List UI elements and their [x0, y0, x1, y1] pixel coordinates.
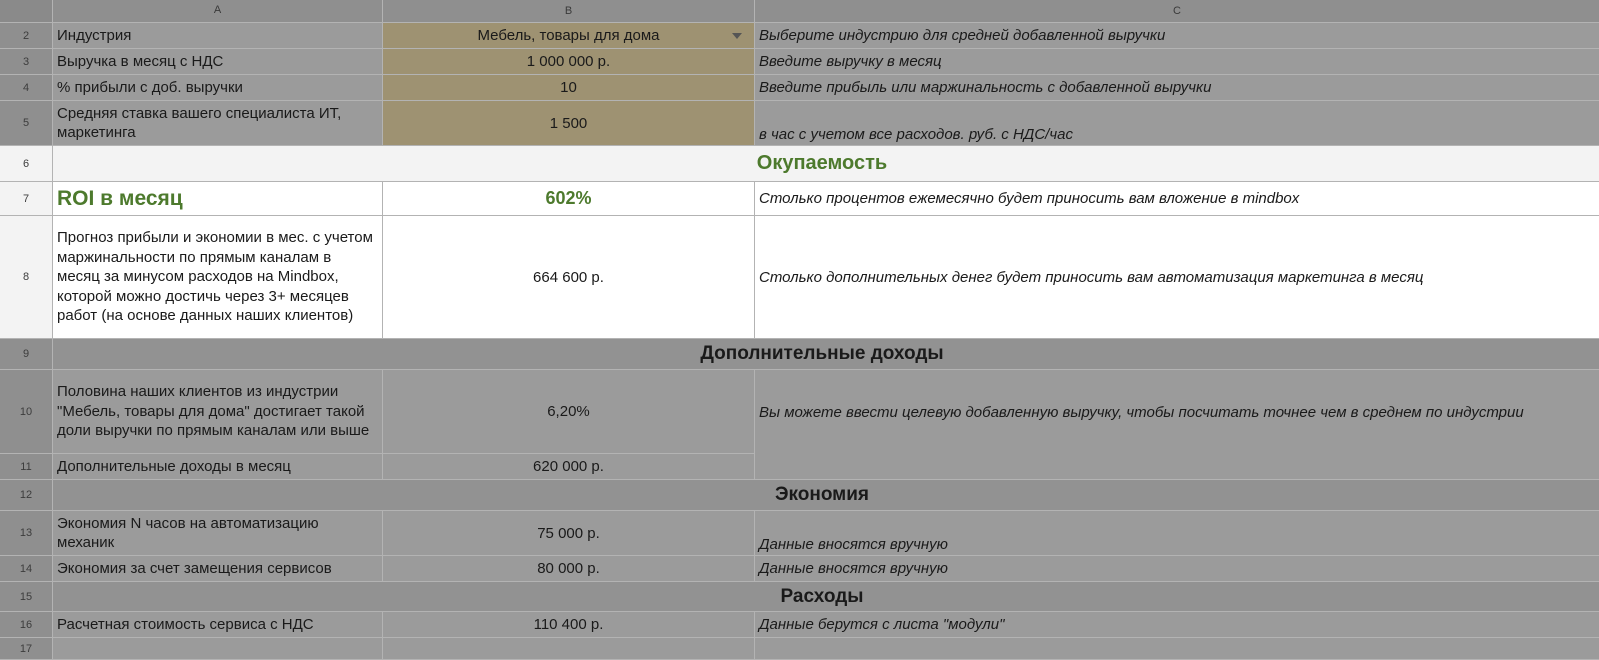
row-header[interactable]: 5 [0, 101, 53, 146]
cell-a14[interactable]: Экономия за счет замещения сервисов [53, 556, 383, 582]
cell-a17[interactable] [53, 638, 383, 660]
cell-c17[interactable] [755, 638, 1599, 660]
section-header-extra-income[interactable] [53, 339, 1599, 370]
sheet-row-14 [0, 556, 1599, 582]
sheet-row-10 [0, 370, 1599, 454]
sheet-row-5 [0, 101, 1599, 146]
row-header[interactable]: 13 [0, 511, 53, 556]
cell-c4[interactable]: Введите прибыль или маржинальность с добавленной выручки [755, 75, 1599, 101]
cell-c8[interactable]: Столько дополнительных денег будет приносить вам автоматизация маркетинга в месяц [755, 216, 1599, 339]
sheet-row-3 [0, 49, 1599, 75]
profit-percent-input-cell[interactable]: 10 [383, 75, 755, 101]
row-header[interactable]: 7 [0, 182, 53, 216]
row-header[interactable]: 17 [0, 638, 53, 660]
cell-a5[interactable]: Средняя ставка вашего специалиста ИТ, маркетинга [53, 101, 383, 146]
extra-income-cell[interactable]: 620 000 р. [383, 454, 755, 480]
row-header[interactable]: 14 [0, 556, 53, 582]
automation-savings-cell[interactable]: 75 000 р. [383, 511, 755, 556]
section-title: Расходы [780, 585, 864, 607]
sheet-row-4 [0, 75, 1599, 101]
select-all-corner[interactable] [0, 0, 53, 23]
sheet-row-12 [0, 480, 1599, 511]
cell-c5[interactable]: в час с учетом все расходов. руб. с НДС/час [755, 101, 1599, 146]
row-header[interactable]: 11 [0, 454, 53, 480]
column-header-row [0, 0, 1599, 23]
row-header[interactable]: 12 [0, 480, 53, 511]
cell-a11[interactable]: Дополнительные доходы в месяц [53, 454, 383, 480]
column-header-c[interactable]: C [755, 0, 1599, 23]
row-header[interactable]: 4 [0, 75, 53, 101]
row-header[interactable]: 10 [0, 370, 53, 454]
service-cost-cell[interactable]: 110 400 р. [383, 612, 755, 638]
cell-c2[interactable]: Выберите индустрию для средней добавленной выручки [755, 23, 1599, 49]
section-header-payback[interactable] [53, 146, 1599, 182]
revenue-share-cell[interactable]: 6,20% [383, 370, 755, 454]
profit-forecast-cell[interactable]: 664 600 р. [383, 216, 755, 339]
sheet-row-8 [0, 216, 1599, 339]
cell-c10[interactable]: Вы можете ввести целевую добавленную выручку, чтобы посчитать точнее чем в среднем по индустрии [755, 370, 1599, 454]
sheet-row-16 [0, 612, 1599, 638]
section-title: Окупаемость [756, 152, 888, 174]
row-header[interactable]: 3 [0, 49, 53, 75]
dropdown-arrow-icon[interactable] [732, 33, 742, 39]
industry-value: Мебель, товары для дома [477, 27, 660, 44]
column-header-a[interactable]: A [53, 0, 383, 23]
row-header[interactable]: 6 [0, 146, 53, 182]
sheet-row-9 [0, 339, 1599, 370]
industry-dropdown-cell[interactable] [383, 23, 755, 49]
cell-a8[interactable]: Прогноз прибыли и экономии в мес. с учетом маржинальности по прямым каналам в месяц за минусом расходов на Mindbox, которой можно достичь через 3+ месяцев работ (на основе данных наших клиентов) [53, 216, 383, 339]
roi-label-cell[interactable]: ROI в месяц [53, 182, 383, 216]
cell-a2[interactable]: Индустрия [53, 23, 383, 49]
cell-c3[interactable]: Введите выручку в месяц [755, 49, 1599, 75]
sheet-row-2 [0, 23, 1599, 49]
cell-c16[interactable]: Данные берутся с листа "модули" [755, 612, 1599, 638]
row-header[interactable]: 9 [0, 339, 53, 370]
service-replacement-savings-cell[interactable]: 80 000 р. [383, 556, 755, 582]
cell-c7[interactable]: Столько процентов ежемесячно будет приносить вам вложение в mindbox [755, 182, 1599, 216]
column-header-b[interactable]: B [383, 0, 755, 23]
cell-c13[interactable]: Данные вносятся вручную [755, 511, 1599, 556]
section-header-expenses[interactable] [53, 582, 1599, 612]
cell-a13[interactable]: Экономия N часов на автоматизацию механик [53, 511, 383, 556]
sheet-row-17 [0, 638, 1599, 660]
cell-a16[interactable]: Расчетная стоимость сервиса с НДС [53, 612, 383, 638]
sheet-row-15 [0, 582, 1599, 612]
cell-c14[interactable]: Данные вносятся вручную [755, 556, 1599, 582]
cell-a3[interactable]: Выручка в месяц с НДС [53, 49, 383, 75]
row-header[interactable]: 16 [0, 612, 53, 638]
section-title: Экономия [774, 484, 870, 505]
row-header[interactable]: 8 [0, 216, 53, 339]
section-title: Дополнительные доходы [700, 343, 944, 364]
row-header[interactable]: 15 [0, 582, 53, 612]
row-header[interactable]: 2 [0, 23, 53, 49]
sheet-row-6 [0, 146, 1599, 182]
sheet-row-11 [0, 454, 1599, 480]
specialist-rate-input-cell[interactable]: 1 500 [383, 101, 755, 146]
roi-value-cell[interactable]: 602% [383, 182, 755, 216]
sheet-row-13 [0, 511, 1599, 556]
cell-a10[interactable]: Половина наших клиентов из индустрии "Мебель, товары для дома" достигает такой доли выручки по прямым каналам или выше [53, 370, 383, 454]
cell-c11[interactable] [755, 454, 1599, 480]
cell-a4[interactable]: % прибыли с доб. выручки [53, 75, 383, 101]
revenue-input-cell[interactable]: 1 000 000 р. [383, 49, 755, 75]
section-header-savings[interactable] [53, 480, 1599, 511]
sheet-row-7 [0, 182, 1599, 216]
cell-b17[interactable] [383, 638, 755, 660]
